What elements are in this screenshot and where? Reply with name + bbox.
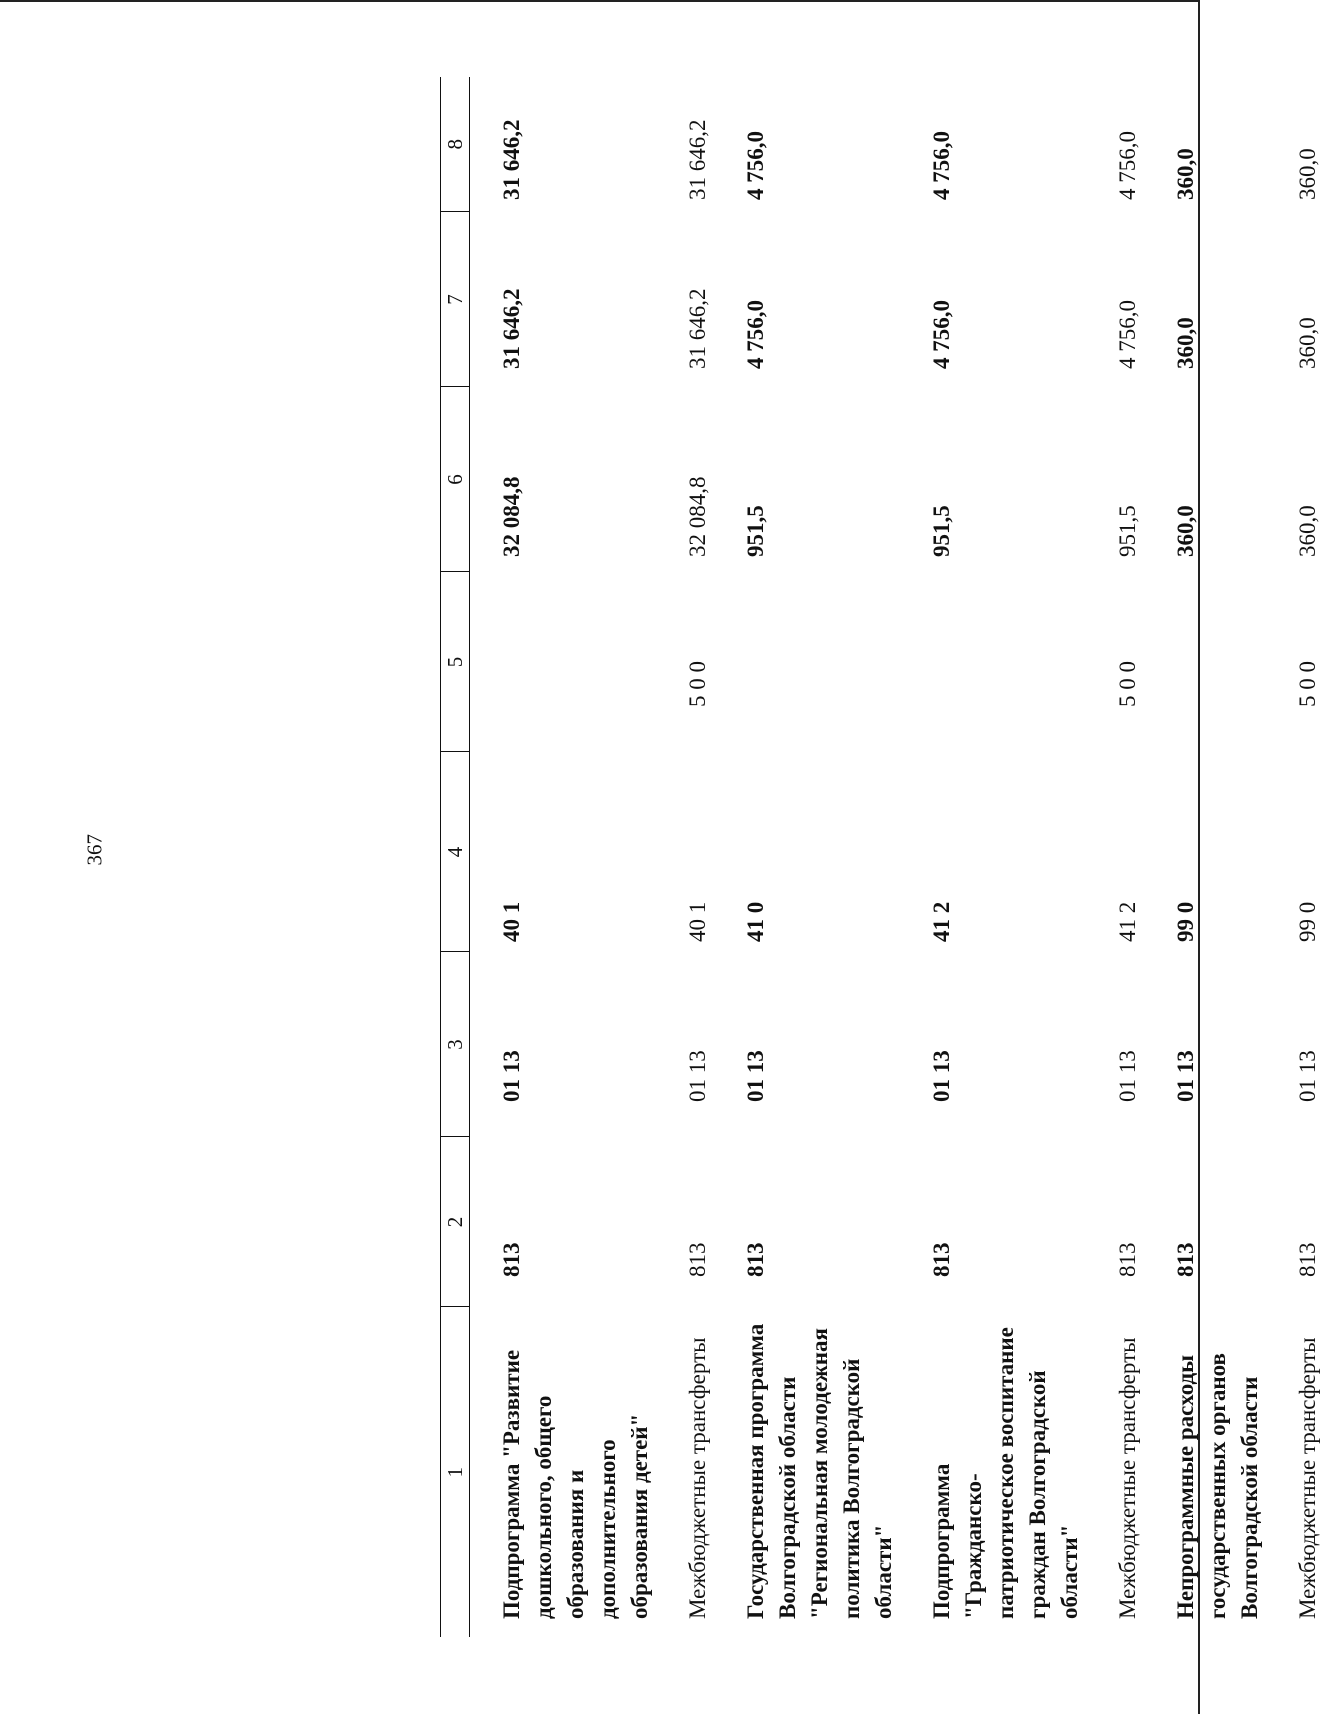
amount-col-7: 31 646,2: [685, 288, 710, 369]
amount-col-8: 31 646,2: [499, 119, 524, 200]
amount-col-6: 32 084,8: [685, 476, 710, 557]
table-row: [926, 77, 1086, 1637]
program-code: 41 0: [743, 901, 768, 942]
header-cell: 5: [441, 572, 470, 752]
row-spacer: [470, 77, 497, 1637]
expense-type-code: 5 0 0: [685, 661, 710, 707]
ved-code: 813: [743, 1242, 768, 1277]
header-cell: 2: [441, 1137, 470, 1307]
spacer-cell: [656, 77, 682, 1637]
rotated-page-content: [440, 77, 1320, 1637]
spacer-cell: [900, 77, 926, 1637]
program-code: 40 1: [685, 901, 710, 942]
table-row: [1170, 77, 1266, 1637]
spacer-cell: [1086, 77, 1112, 1637]
expense-type-code: [740, 572, 900, 752]
amount-col-6: 360,0: [1295, 505, 1320, 557]
header-cell: 3: [441, 952, 470, 1137]
ved-code: 813: [1173, 1242, 1198, 1277]
row-description: Подпрограмма "Развитие дошкольного, общего образования и дополнительного образования детей": [499, 1349, 652, 1619]
amount-col-7: 31 646,2: [499, 288, 524, 369]
amount-col-7: 4 756,0: [929, 300, 954, 369]
ved-code: 813: [685, 1242, 710, 1277]
row-spacer: [714, 77, 740, 1637]
section-code: 01 13: [1295, 1050, 1320, 1102]
section-code: 01 13: [929, 1050, 954, 1102]
header-cell: 6: [441, 387, 470, 572]
section-code: 01 13: [1115, 1050, 1140, 1102]
amount-col-8: 31 646,2: [685, 119, 710, 200]
table-row: [682, 77, 714, 1637]
expense-type-code: [1170, 572, 1266, 752]
ved-code: 813: [1295, 1242, 1320, 1277]
expense-type-code: 5 0 0: [1295, 661, 1320, 707]
expense-type-code: [926, 572, 1086, 752]
row-spacer: [656, 77, 682, 1637]
amount-col-7: 4 756,0: [1115, 300, 1140, 369]
row-description: Непрограммные расходы государственных органов Волгоградской области: [1173, 1353, 1262, 1619]
amount-col-6: 951,5: [929, 505, 954, 557]
table-row: [496, 77, 656, 1637]
header-row: [441, 77, 470, 1637]
amount-col-7: 360,0: [1295, 317, 1320, 369]
program-code: 41 2: [1115, 901, 1140, 942]
program-code: 99 0: [1173, 901, 1198, 942]
amount-col-6: 951,5: [743, 505, 768, 557]
program-code: 99 0: [1295, 901, 1320, 942]
row-description: Межбюджетные трансферты: [685, 1337, 710, 1619]
spacer-cell: [1266, 77, 1292, 1637]
table-body: [470, 77, 1324, 1637]
spacer-cell: [714, 77, 740, 1637]
amount-col-6: 360,0: [1173, 505, 1198, 557]
amount-col-6: 951,5: [1115, 505, 1140, 557]
ved-code: 813: [1115, 1242, 1140, 1277]
amount-col-8: 4 756,0: [929, 131, 954, 200]
row-spacer: [1144, 77, 1170, 1637]
expense-type-code: 5 0 0: [1115, 661, 1140, 707]
spacer-cell: [470, 77, 497, 1637]
amount-col-8: 4 756,0: [1115, 131, 1140, 200]
amount-col-8: 360,0: [1173, 148, 1198, 200]
row-spacer: [1086, 77, 1112, 1637]
table-row: [740, 77, 900, 1637]
ved-code: 813: [499, 1242, 524, 1277]
header-cell: 4: [441, 752, 470, 952]
row-description: Подпрограмма "Гражданско-патриотическое воспитание граждан Волгоградской области": [929, 1327, 1082, 1619]
section-code: 01 13: [685, 1050, 710, 1102]
amount-col-8: 360,0: [1295, 148, 1320, 200]
spacer-cell: [1144, 77, 1170, 1637]
expense-type-code: [496, 572, 656, 752]
section-code: 01 13: [1173, 1050, 1198, 1102]
scan-edge-top: [0, 0, 1200, 2]
amount-col-6: 32 084,8: [499, 476, 524, 557]
header-cell: 7: [441, 212, 470, 387]
ved-code: 813: [929, 1242, 954, 1277]
amount-col-7: 4 756,0: [743, 300, 768, 369]
row-spacer: [1266, 77, 1292, 1637]
row-description: Межбюджетные трансферты: [1115, 1337, 1140, 1619]
header-cell: 1: [441, 1307, 470, 1637]
page-number: 367: [82, 834, 107, 866]
amount-col-7: 360,0: [1173, 317, 1198, 369]
amount-col-8: 4 756,0: [743, 131, 768, 200]
budget-table: [440, 77, 1324, 1637]
row-description: Государственная программа Волгоградской области "Региональная молодежная политика Волгоградской области": [743, 1323, 896, 1619]
table-row: [1112, 77, 1144, 1637]
section-code: 01 13: [499, 1050, 524, 1102]
table-row: [1292, 77, 1324, 1637]
program-code: 40 1: [499, 901, 524, 942]
header-cell: 8: [441, 77, 470, 212]
row-description: Межбюджетные трансферты: [1295, 1337, 1320, 1619]
row-spacer: [900, 77, 926, 1637]
section-code: 01 13: [743, 1050, 768, 1102]
program-code: 41 2: [929, 901, 954, 942]
